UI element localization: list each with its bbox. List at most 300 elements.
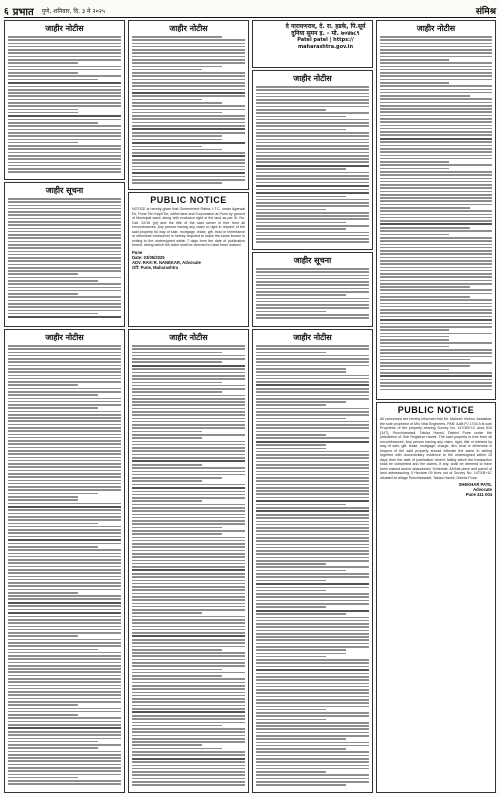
text-line (256, 659, 369, 661)
text-line (8, 306, 121, 308)
text-line (132, 744, 202, 746)
text-line (8, 407, 98, 409)
text-line (256, 507, 369, 509)
text-line (380, 184, 492, 186)
text-line (256, 441, 369, 443)
text-line (8, 483, 121, 485)
text-line (132, 385, 245, 387)
text-line (132, 553, 245, 555)
text-line (380, 151, 492, 153)
text-line (8, 714, 78, 716)
text-line (256, 706, 369, 708)
public-notice-2 (376, 402, 496, 793)
text-line (380, 237, 492, 239)
text-line (132, 765, 245, 767)
text-line (8, 460, 121, 462)
text-line (132, 358, 245, 360)
text-line (132, 99, 202, 101)
text-line (256, 686, 369, 688)
text-line (132, 95, 245, 97)
text-line (380, 263, 492, 265)
text-line (132, 434, 245, 436)
text-line (256, 493, 369, 495)
text-line (132, 530, 245, 532)
text-line (8, 562, 121, 564)
text-line (8, 675, 121, 677)
text-line (256, 738, 346, 740)
text-line (8, 602, 121, 604)
text-line (256, 662, 369, 664)
text-line (8, 424, 121, 426)
text-line (8, 629, 121, 631)
text-line (8, 211, 121, 213)
text-line (132, 774, 245, 776)
text-line (132, 441, 245, 443)
text-line (256, 375, 369, 377)
text-line (132, 139, 222, 141)
notice-8 (252, 252, 373, 327)
text-line (132, 82, 245, 84)
text-line (380, 276, 492, 278)
text-line (8, 503, 121, 505)
text-line (256, 620, 369, 622)
notice-1 (4, 20, 125, 180)
text-line (256, 89, 369, 91)
text-line (8, 489, 121, 491)
text-line (256, 557, 369, 559)
text-line (132, 375, 245, 377)
text-line (380, 323, 492, 325)
text-line (256, 735, 369, 737)
text-line (8, 414, 121, 416)
text-line (256, 235, 369, 237)
text-line (132, 484, 245, 486)
text-line (380, 92, 492, 94)
text-line (256, 155, 369, 157)
text-line (256, 355, 369, 357)
text-line (8, 724, 121, 726)
text-line (132, 725, 222, 727)
text-line (132, 659, 245, 661)
brand-line-2: दुनिया सुमन इ. - मो. ७०४७८९ (291, 30, 360, 37)
text-line (256, 774, 369, 776)
text-line (256, 606, 326, 608)
text-line (8, 142, 78, 144)
text-line (380, 389, 492, 391)
text-line (256, 125, 369, 127)
text-line (256, 139, 369, 141)
text-line (256, 431, 369, 433)
text-line (8, 678, 121, 680)
text-line (8, 280, 98, 282)
text-line (132, 176, 245, 178)
text-line (256, 480, 369, 482)
text-line (256, 590, 326, 592)
text-line (256, 408, 369, 410)
text-line (8, 598, 121, 600)
text-line (132, 437, 202, 439)
text-line (132, 635, 245, 637)
text-line (256, 218, 369, 220)
text-line (132, 352, 222, 354)
text-line (380, 299, 492, 301)
text-line (132, 497, 245, 499)
text-line (256, 689, 369, 691)
text-line (8, 698, 121, 700)
text-line (8, 125, 121, 127)
text-line (256, 527, 369, 529)
notice-2 (4, 182, 125, 327)
text-line (8, 254, 121, 256)
text-line (8, 764, 121, 766)
text-line (8, 75, 121, 77)
text-line (8, 257, 121, 259)
text-line (256, 395, 369, 397)
text-line (132, 771, 245, 773)
text-line (256, 212, 369, 214)
text-line (256, 537, 369, 539)
text-line (8, 526, 121, 528)
text-line (256, 477, 369, 479)
text-line (380, 134, 492, 136)
text-line (8, 411, 121, 413)
text-line (132, 537, 245, 539)
text-line (256, 626, 369, 628)
text-line (380, 333, 492, 335)
text-line (256, 106, 369, 108)
text-line (132, 132, 245, 134)
text-line (8, 665, 121, 667)
text-line (256, 778, 369, 780)
text-line (132, 543, 245, 545)
text-line (132, 705, 245, 707)
text-line (8, 56, 121, 58)
brand-line-1: दे नारायणराव, दे. रा. हडके, पि.सूर्य (285, 23, 366, 30)
text-line (132, 39, 245, 41)
text-line (8, 401, 121, 403)
text-line (8, 375, 121, 377)
text-line (256, 291, 369, 293)
text-line (8, 668, 121, 670)
text-line (8, 708, 121, 710)
text-line (132, 454, 245, 456)
text-line (132, 632, 245, 634)
text-line (256, 534, 369, 536)
text-line (380, 200, 492, 202)
text-line (380, 108, 492, 110)
date-line: पुणे, शनिवार, दि. ३ मे २०२५ (41, 7, 105, 15)
text-line (256, 521, 369, 523)
text-line (256, 411, 369, 413)
text-line (380, 164, 492, 166)
text-line (256, 490, 369, 492)
text-line (8, 267, 121, 269)
text-line (132, 751, 245, 753)
text-line (132, 748, 222, 750)
text-line (256, 352, 326, 354)
public-notice-1 (128, 192, 249, 327)
text-line (256, 748, 346, 750)
text-line (132, 182, 222, 184)
text-line (8, 300, 121, 302)
text-line (380, 161, 449, 163)
text-line (8, 509, 121, 511)
text-line (8, 287, 121, 289)
text-line (132, 701, 245, 703)
text-line (8, 221, 121, 223)
text-line (8, 214, 121, 216)
text-line (8, 626, 121, 628)
text-line (132, 109, 245, 111)
text-line (256, 96, 369, 98)
text-line (380, 244, 492, 246)
text-line (380, 82, 449, 84)
text-line (132, 596, 245, 598)
text-line (132, 450, 245, 452)
text-line (8, 368, 121, 370)
text-line (8, 757, 121, 759)
text-line (256, 199, 369, 201)
text-line (8, 559, 121, 561)
text-line (8, 470, 121, 472)
text-line (132, 685, 245, 687)
text-line (380, 155, 492, 157)
text-line (132, 471, 245, 473)
text-line (256, 587, 369, 589)
text-line (256, 398, 369, 400)
text-line (132, 460, 245, 462)
text-line (132, 662, 245, 664)
text-line (256, 381, 369, 383)
text-line (256, 563, 326, 565)
text-line (380, 194, 492, 196)
text-line (8, 480, 121, 482)
text-line (132, 566, 245, 568)
notice-9 (376, 20, 496, 400)
text-line (132, 603, 245, 605)
text-line (380, 214, 492, 216)
text-line (256, 437, 369, 439)
text-line (256, 119, 369, 121)
text-line (256, 228, 346, 230)
text-line (132, 424, 245, 426)
text-line (8, 72, 78, 74)
text-line (8, 66, 121, 68)
notice-body (8, 198, 121, 318)
text-line (132, 395, 245, 397)
text-line (132, 698, 245, 700)
text-line (256, 630, 369, 632)
notice-body (132, 345, 245, 786)
text-line (256, 311, 326, 313)
text-line (132, 112, 222, 114)
text-line (8, 119, 121, 121)
text-line (132, 629, 245, 631)
text-line (380, 319, 492, 321)
text-line (256, 225, 369, 227)
text-line (8, 744, 121, 746)
text-line (132, 626, 245, 628)
text-line (380, 181, 492, 183)
text-line (8, 619, 121, 621)
text-line (256, 378, 369, 380)
text-line (8, 434, 121, 436)
text-line (256, 715, 369, 717)
text-line (256, 175, 369, 177)
text-line (8, 447, 121, 449)
text-line (380, 359, 470, 361)
text-line (8, 671, 121, 673)
text-line (256, 317, 369, 319)
text-line (8, 361, 121, 363)
text-line (8, 277, 121, 279)
text-line (132, 92, 245, 94)
text-line (380, 46, 492, 48)
text-line (8, 556, 121, 558)
text-line (380, 365, 470, 367)
text-line (132, 533, 222, 535)
text-line (8, 345, 121, 347)
text-line (8, 543, 121, 545)
text-line (380, 79, 492, 81)
notice-3 (4, 329, 125, 793)
text-line (8, 260, 121, 262)
text-line (8, 691, 121, 693)
text-line (132, 784, 245, 786)
text-line (8, 609, 121, 611)
text-line (256, 205, 369, 207)
text-line (256, 702, 369, 704)
text-line (8, 738, 121, 740)
text-line (132, 414, 245, 416)
text-line (8, 747, 98, 749)
text-line (380, 121, 492, 123)
text-line (8, 224, 121, 226)
text-line (132, 135, 222, 137)
notice-title: जाहीर नोटीस (45, 332, 84, 342)
text-line (380, 75, 492, 77)
text-line (256, 86, 369, 88)
text-line (8, 572, 121, 574)
text-line (380, 362, 492, 364)
text-line (132, 43, 245, 45)
text-line (132, 166, 245, 168)
text-line (8, 694, 121, 696)
text-line (132, 62, 245, 64)
text-line (256, 656, 326, 658)
text-line (8, 506, 121, 508)
text-line (8, 457, 121, 459)
text-line (8, 112, 78, 114)
text-line (8, 62, 78, 64)
text-line (256, 196, 346, 198)
text-line (256, 761, 369, 763)
text-line (380, 329, 449, 331)
text-line (256, 178, 369, 180)
text-line (132, 728, 245, 730)
text-line (132, 527, 222, 529)
text-line (132, 517, 245, 519)
text-line (8, 371, 121, 373)
text-line (132, 692, 245, 694)
text-line (132, 665, 245, 667)
text-line (132, 741, 245, 743)
text-line (8, 417, 121, 419)
text-line (256, 603, 369, 605)
text-line (380, 36, 492, 38)
text-line (132, 569, 245, 571)
text-line (132, 646, 245, 648)
text-line (132, 152, 245, 154)
text-line (8, 398, 121, 400)
text-line (256, 99, 369, 101)
text-line (256, 307, 369, 309)
text-line (132, 59, 245, 61)
text-line (8, 148, 121, 150)
text-line (256, 669, 369, 671)
text-line (256, 222, 346, 224)
text-line (256, 461, 369, 463)
text-line (380, 56, 492, 58)
text-line (256, 709, 326, 711)
text-line (8, 476, 121, 478)
text-line (256, 692, 369, 694)
text-line (8, 171, 121, 173)
text-line (8, 662, 121, 664)
text-line (8, 158, 121, 160)
text-line (380, 309, 492, 311)
text-line (256, 683, 369, 685)
section-name: संमिश्र (475, 7, 496, 17)
text-line (256, 474, 369, 476)
notice-title: जाहीर नोटीस (416, 23, 456, 33)
text-line (132, 672, 245, 674)
text-line (132, 105, 245, 107)
text-line (380, 191, 492, 193)
text-line (8, 582, 121, 584)
text-line (256, 148, 369, 150)
text-line (132, 477, 222, 479)
text-line (380, 230, 492, 232)
text-line (132, 382, 222, 384)
text-line (8, 82, 121, 84)
text-line (380, 89, 492, 91)
public-notice-1-signature: Pune Date: 03/05/2025 ADV. RAVI R. NANEKAR, Advocate Off: Pune, Maharashtra (132, 249, 201, 270)
text-line (256, 209, 326, 211)
text-line (132, 550, 245, 552)
text-line (132, 125, 245, 127)
text-line (256, 404, 326, 406)
text-line (132, 146, 202, 148)
text-line (8, 303, 121, 305)
text-line (256, 304, 369, 306)
text-line (132, 447, 245, 449)
text-line (132, 411, 245, 413)
text-line (256, 679, 369, 681)
text-line (8, 139, 121, 141)
text-line (132, 102, 222, 104)
text-line (8, 704, 78, 706)
text-line (256, 560, 369, 562)
text-line (256, 122, 369, 124)
text-line (132, 546, 245, 548)
notice-title: जाहीर नोटीस (169, 332, 208, 342)
text-line (132, 368, 245, 370)
text-line (256, 732, 369, 734)
notice-body (8, 36, 121, 173)
text-line (256, 471, 369, 473)
text-line (8, 381, 121, 383)
